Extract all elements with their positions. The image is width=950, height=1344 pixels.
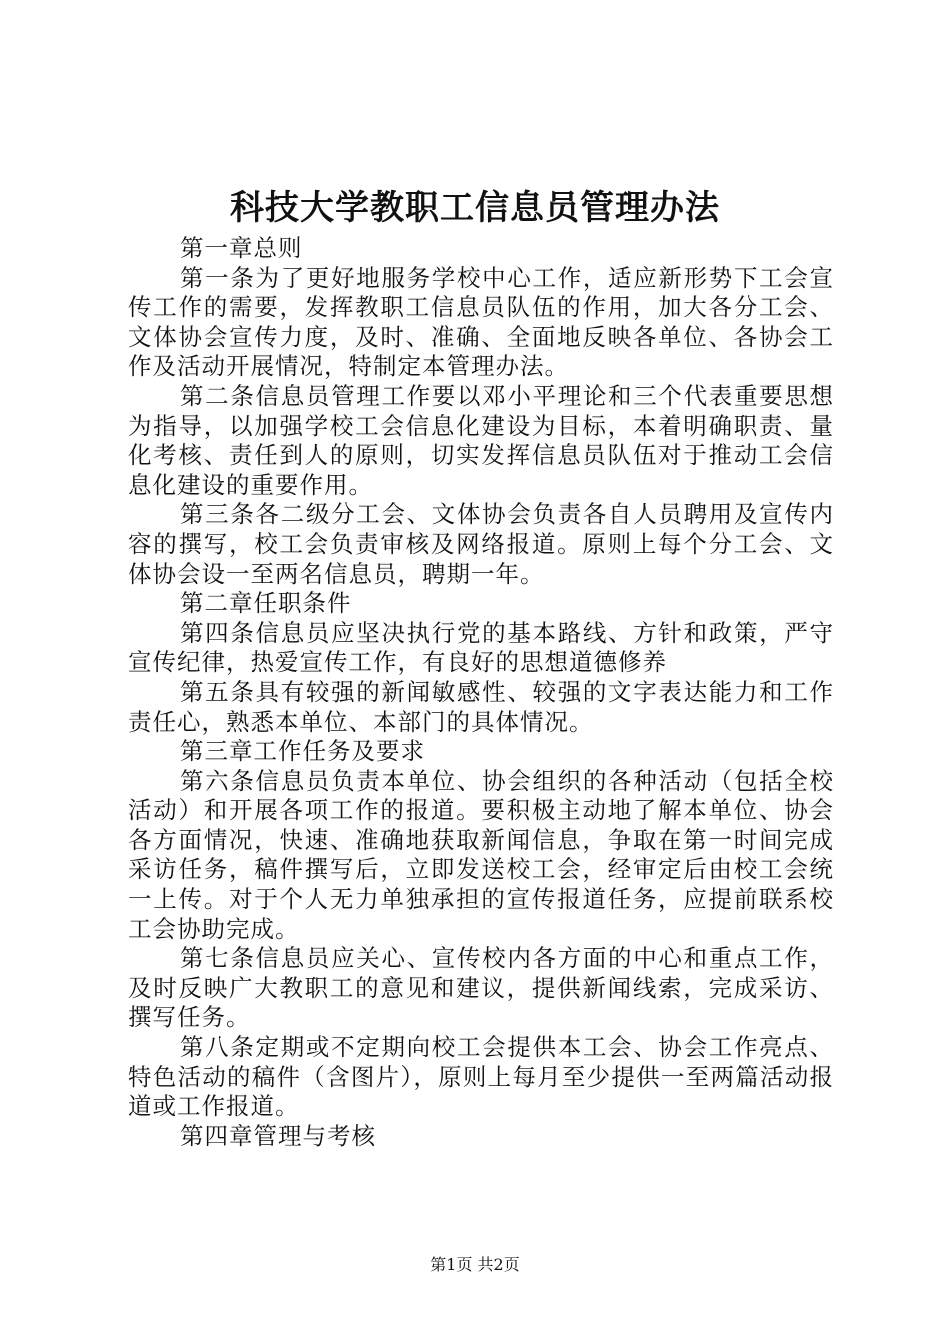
article-4: 第四条信息员应坚决执行党的基本路线、方针和政策，严守宣传纪律，热爱宣传工作，有良好的思想道德修养 [128,618,834,677]
page-footer: 第1页 共2页 [430,1255,520,1274]
article-8: 第八条定期或不定期向校工会提供本工会、协会工作亮点、特色活动的稿件（含图片），原则上每月至少提供一至两篇活动报道或工作报道。 [128,1033,834,1121]
article-2: 第二条信息员管理工作要以邓小平理论和三个代表重要思想为指导，以加强学校工会信息化建设为目标，本着明确职责、量化考核、责任到人的原则，切实发挥信息员队伍对于推动工会信息化建设的重要作用。 [128,381,834,499]
article-3: 第三条各二级分工会、文体协会负责各自人员聘用及宣传内容的撰写，校工会负责审核及网络报道。原则上每个分工会、文体协会设一至两名信息员，聘期一年。 [128,500,834,588]
chapter-heading-2: 第二章任职条件 [180,589,352,618]
chapter-heading-3: 第三章工作任务及要求 [180,737,425,766]
chapter-heading-1: 第一章总则 [180,234,303,262]
document-title: 科技大学教职工信息员管理办法 [230,188,720,228]
article-5: 第五条具有较强的新闻敏感性、较强的文字表达能力和工作责任心，熟悉本单位、本部门的具体情况。 [128,677,834,736]
document-body [128,234,834,1151]
article-1: 第一条为了更好地服务学校中心工作，适应新形势下工会宣传工作的需要，发挥教职工信息员队伍的作用，加大各分工会、文体协会宣传力度，及时、准确、全面地反映各单位、各协会工作及活动开展情况，特制定本管理办法。 [128,263,834,381]
article-7: 第七条信息员应关心、宣传校内各方面的中心和重点工作，及时反映广大教职工的意见和建议，提供新闻线索，完成采访、撰写任务。 [128,944,834,1032]
chapter-heading-4: 第四章管理与考核 [180,1121,376,1150]
article-6: 第六条信息员负责本单位、协会组织的各种活动（包括全校活动）和开展各项工作的报道。要积极主动地了解本单位、协会各方面情况，快速、准确地获取新闻信息，争取在第一时间完成采访任务，稿件撰写后，立即发送校工会，经审定后由校工会统一上传。对于个人无力单独承担的宣传报道任务，应提前联系校工会协助完成。 [128,766,834,943]
